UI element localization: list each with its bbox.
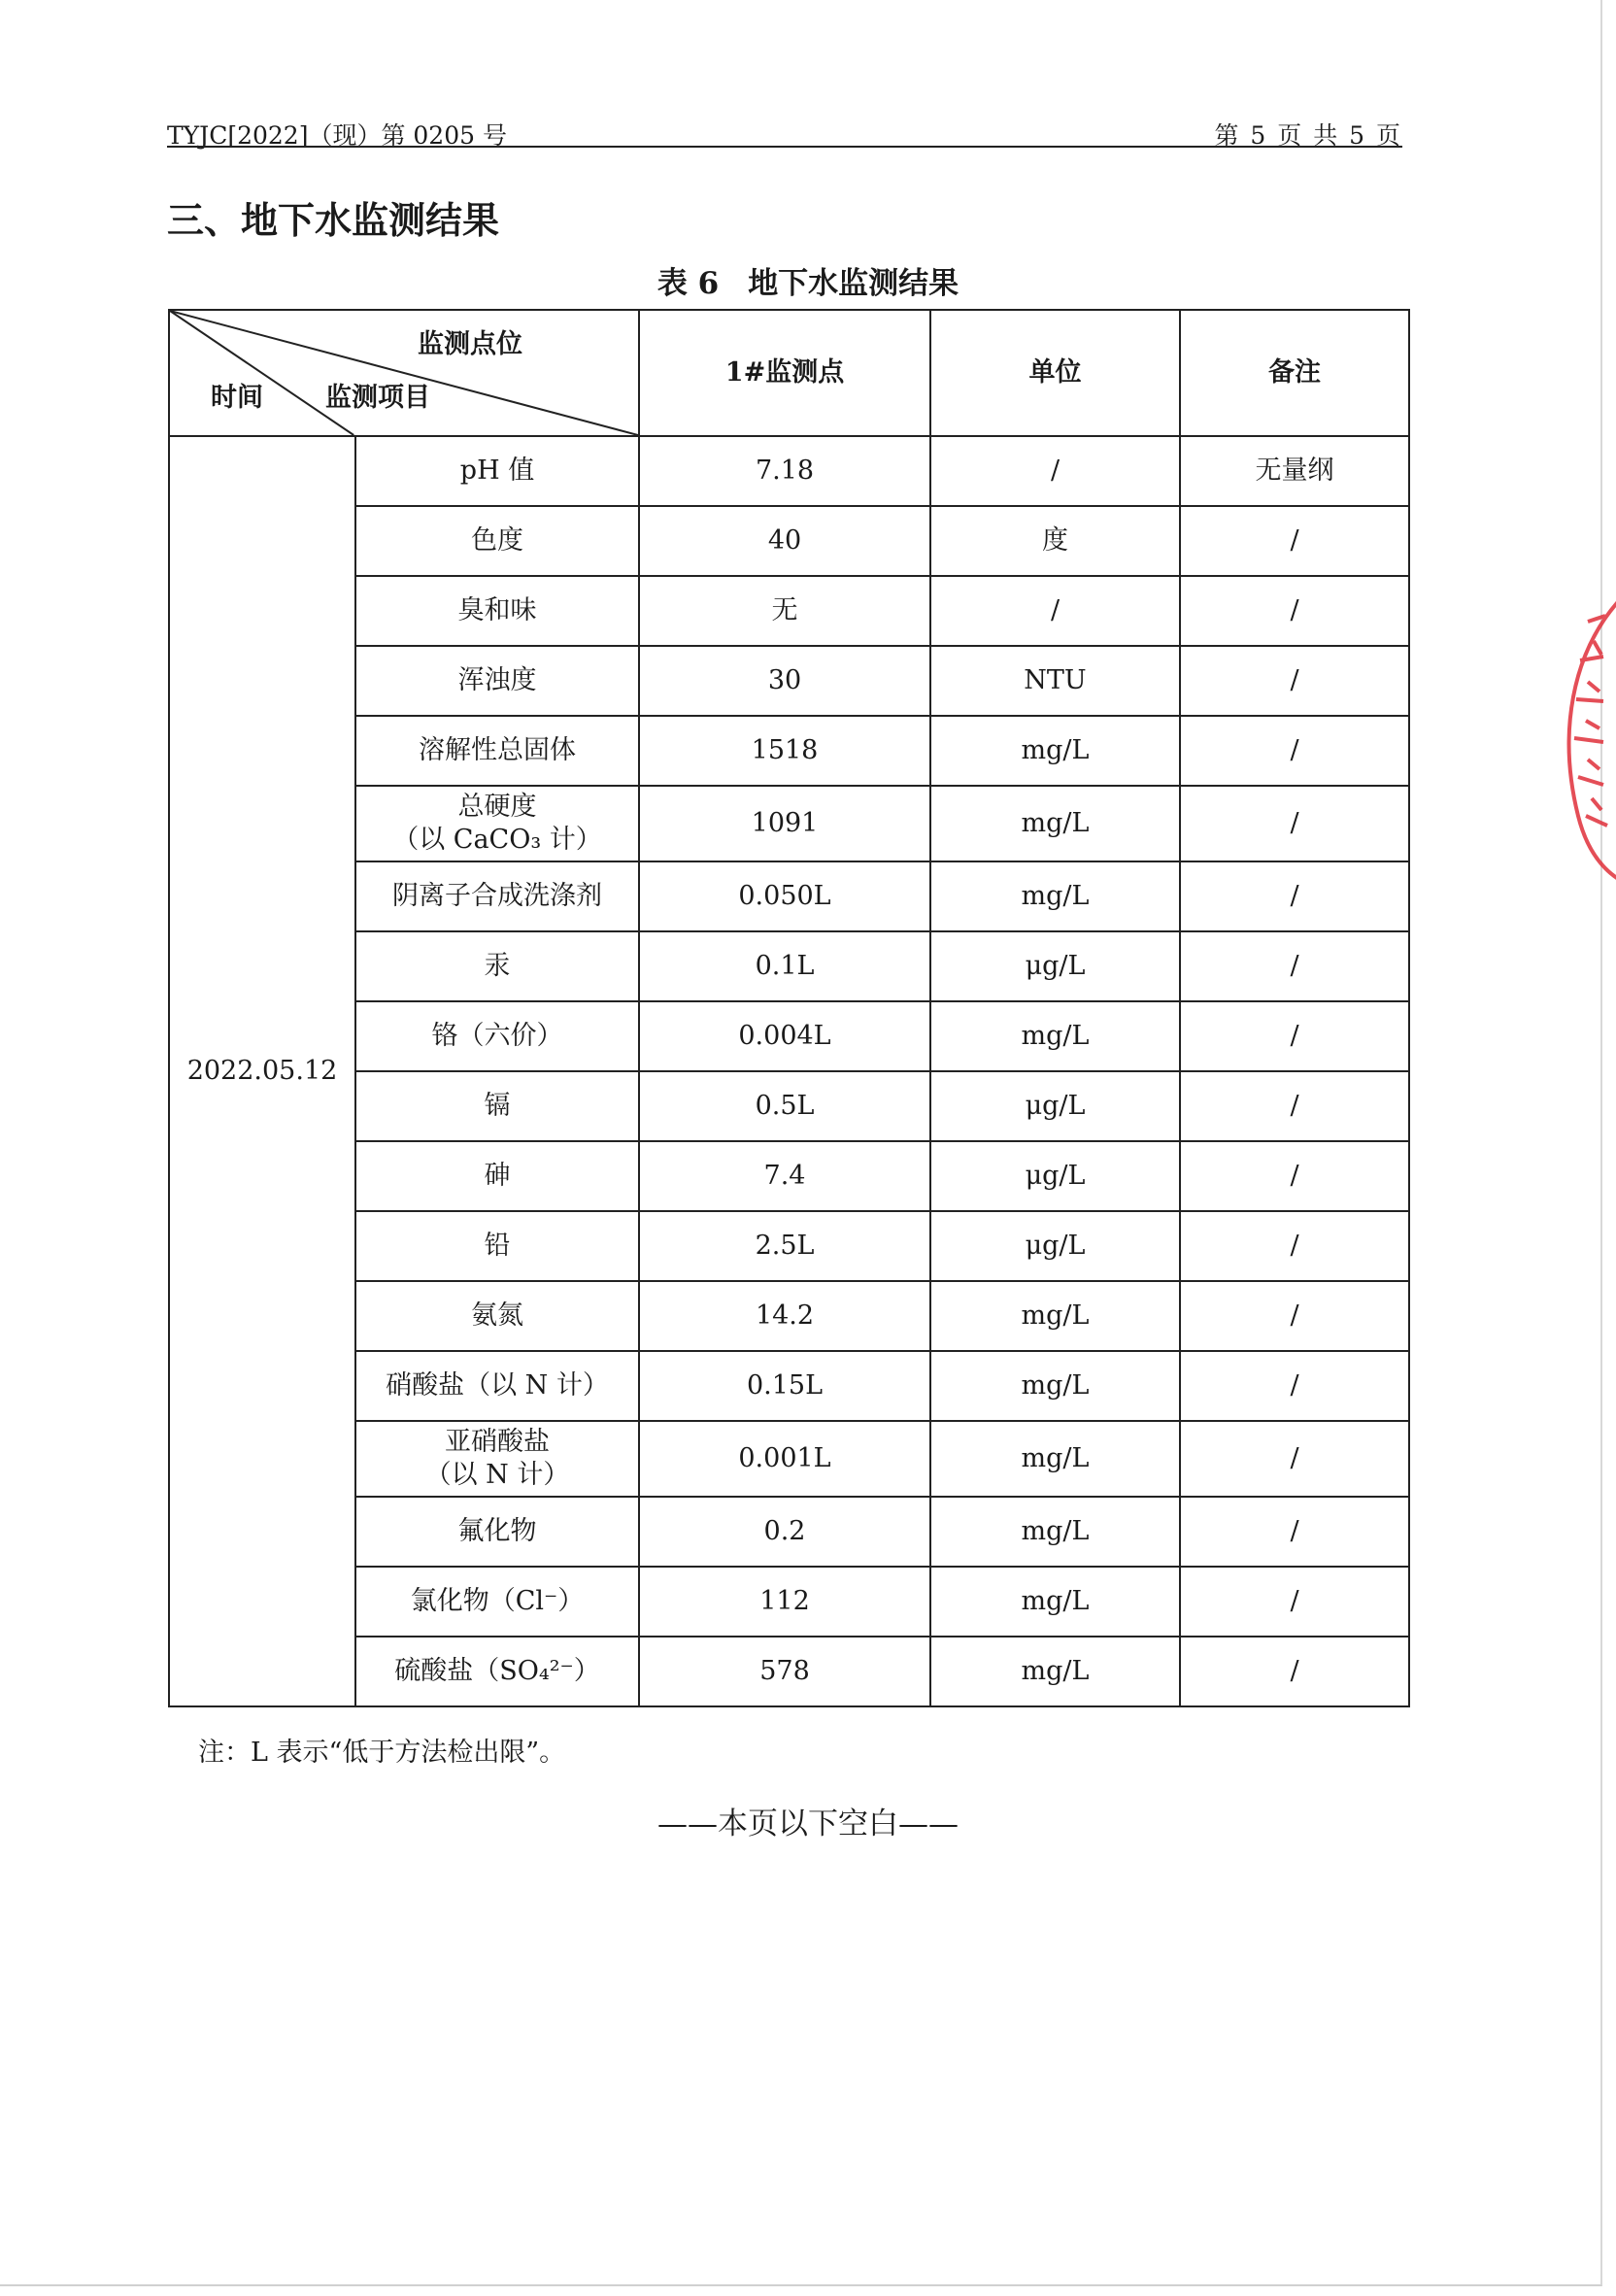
remark-cell: 无量纲: [1180, 436, 1409, 506]
item-cell: 阴离子合成洗涤剂: [355, 861, 639, 931]
table-row: [169, 1141, 1409, 1211]
item-cell: 氯化物（Cl⁻）: [355, 1567, 639, 1637]
table-caption-number: 表 6: [656, 266, 720, 301]
header-monitoring-item: 监测项目: [325, 383, 430, 413]
value-cell: 0.004L: [639, 1001, 930, 1071]
remark-cell: /: [1180, 786, 1409, 861]
item-cell: 汞: [355, 931, 639, 1001]
value-cell: 0.050L: [639, 861, 930, 931]
item-cell: 臭和味: [355, 576, 639, 646]
item-cell: 铅: [355, 1211, 639, 1281]
table-row: [169, 1071, 1409, 1141]
table-row: [169, 786, 1409, 861]
unit-cell: /: [930, 576, 1180, 646]
item-cell: 浑浊度: [355, 646, 639, 716]
value-cell: 7.18: [639, 436, 930, 506]
value-cell: 7.4: [639, 1141, 930, 1211]
item-cell: 镉: [355, 1071, 639, 1141]
diagonal-lines: [170, 311, 638, 435]
unit-cell: 度: [930, 506, 1180, 576]
blank-below-marker: ——本页以下空白——: [657, 1806, 959, 1841]
unit-cell: μg/L: [930, 1211, 1180, 1281]
value-cell: 无: [639, 576, 930, 646]
item-cell: 色度: [355, 506, 639, 576]
item-cell: pH 值: [355, 436, 639, 506]
table-row: [169, 506, 1409, 576]
value-cell: 1518: [639, 716, 930, 786]
value-cell: 0.2: [639, 1497, 930, 1567]
table-row: [169, 576, 1409, 646]
table-caption-text: 地下水监测结果: [748, 266, 960, 301]
diagonal-header-cell: [169, 310, 639, 436]
item-line-2: （以 N 计）: [424, 1460, 570, 1490]
item-cell: 氟化物: [355, 1497, 639, 1567]
table-row: [169, 1637, 1409, 1706]
remark-cell: /: [1180, 646, 1409, 716]
value-cell: 40: [639, 506, 930, 576]
table-row: [169, 1497, 1409, 1567]
table-row: [169, 1421, 1409, 1497]
remark-cell: /: [1180, 716, 1409, 786]
red-seal-stamp: [1559, 592, 1616, 884]
value-cell: 112: [639, 1567, 930, 1637]
item-line-1: 总硬度: [457, 792, 537, 823]
header-point-1: 1#监测点: [639, 310, 930, 436]
unit-cell: mg/L: [930, 861, 1180, 931]
remark-cell: /: [1180, 1001, 1409, 1071]
table-row: [169, 716, 1409, 786]
item-line-1: 亚硝酸盐: [445, 1427, 550, 1458]
header-time: 时间: [211, 383, 263, 413]
table-row: [169, 931, 1409, 1001]
date-cell: 2022.05.12: [169, 436, 355, 1706]
unit-cell: NTU: [930, 646, 1180, 716]
remark-cell: /: [1180, 1071, 1409, 1141]
page-header: [167, 117, 1402, 150]
unit-cell: mg/L: [930, 716, 1180, 786]
item-cell: [355, 786, 639, 861]
value-cell: 0.5L: [639, 1071, 930, 1141]
remark-cell: /: [1180, 861, 1409, 931]
remark-cell: /: [1180, 506, 1409, 576]
unit-cell: mg/L: [930, 1281, 1180, 1351]
item-cell: 铬（六价）: [355, 1001, 639, 1071]
value-cell: 14.2: [639, 1281, 930, 1351]
unit-cell: mg/L: [930, 1567, 1180, 1637]
table-caption: [0, 258, 1616, 302]
remark-cell: /: [1180, 931, 1409, 1001]
unit-cell: mg/L: [930, 786, 1180, 861]
value-cell: 2.5L: [639, 1211, 930, 1281]
header-rule: [167, 146, 1402, 148]
unit-cell: μg/L: [930, 931, 1180, 1001]
unit-cell: mg/L: [930, 1637, 1180, 1706]
table-row: [169, 1001, 1409, 1071]
unit-cell: mg/L: [930, 1497, 1180, 1567]
value-cell: 1091: [639, 786, 930, 861]
table-row: [169, 646, 1409, 716]
report-number: TYJC[2022]（现）第 0205 号: [167, 121, 507, 150]
table-row: [169, 1351, 1409, 1421]
table-row: [169, 861, 1409, 931]
remark-cell: /: [1180, 1281, 1409, 1351]
unit-cell: mg/L: [930, 1351, 1180, 1421]
results-table: [168, 309, 1410, 1707]
header-monitoring-point: 监测点位: [418, 329, 522, 359]
remark-cell: /: [1180, 1211, 1409, 1281]
item-cell: [355, 1421, 639, 1497]
value-cell: 30: [639, 646, 930, 716]
remark-cell: /: [1180, 1497, 1409, 1567]
seal-graphic: [1559, 592, 1616, 884]
unit-cell: μg/L: [930, 1141, 1180, 1211]
value-cell: 0.1L: [639, 931, 930, 1001]
table-header-row: [169, 310, 1409, 436]
item-cell: 砷: [355, 1141, 639, 1211]
item-cell: 溶解性总固体: [355, 716, 639, 786]
remark-cell: /: [1180, 1141, 1409, 1211]
table-row: [169, 1281, 1409, 1351]
header-unit: 单位: [930, 310, 1180, 436]
unit-cell: mg/L: [930, 1001, 1180, 1071]
item-cell: 氨氮: [355, 1281, 639, 1351]
remark-cell: /: [1180, 1351, 1409, 1421]
table-row: [169, 1211, 1409, 1281]
remark-cell: /: [1180, 1421, 1409, 1497]
item-cell: 硫酸盐（SO₄²⁻）: [355, 1637, 639, 1706]
unit-cell: μg/L: [930, 1071, 1180, 1141]
remark-cell: /: [1180, 1637, 1409, 1706]
remark-cell: /: [1180, 576, 1409, 646]
table-row: [169, 436, 1409, 506]
item-cell: 硝酸盐（以 N 计）: [355, 1351, 639, 1421]
unit-cell: /: [930, 436, 1180, 506]
remark-cell: /: [1180, 1567, 1409, 1637]
value-cell: 0.001L: [639, 1421, 930, 1497]
table-row: [169, 1567, 1409, 1637]
header-remark: 备注: [1180, 310, 1409, 436]
value-cell: 578: [639, 1637, 930, 1706]
unit-cell: mg/L: [930, 1421, 1180, 1497]
item-line-2: （以 CaCO₃ 计）: [392, 825, 602, 855]
page-indicator: 第 5 页 共 5 页: [1214, 121, 1402, 150]
section-title: 三、地下水监测结果: [167, 198, 500, 242]
table-note: 注：L 表示“低于方法检出限”。: [198, 1738, 566, 1768]
value-cell: 0.15L: [639, 1351, 930, 1421]
